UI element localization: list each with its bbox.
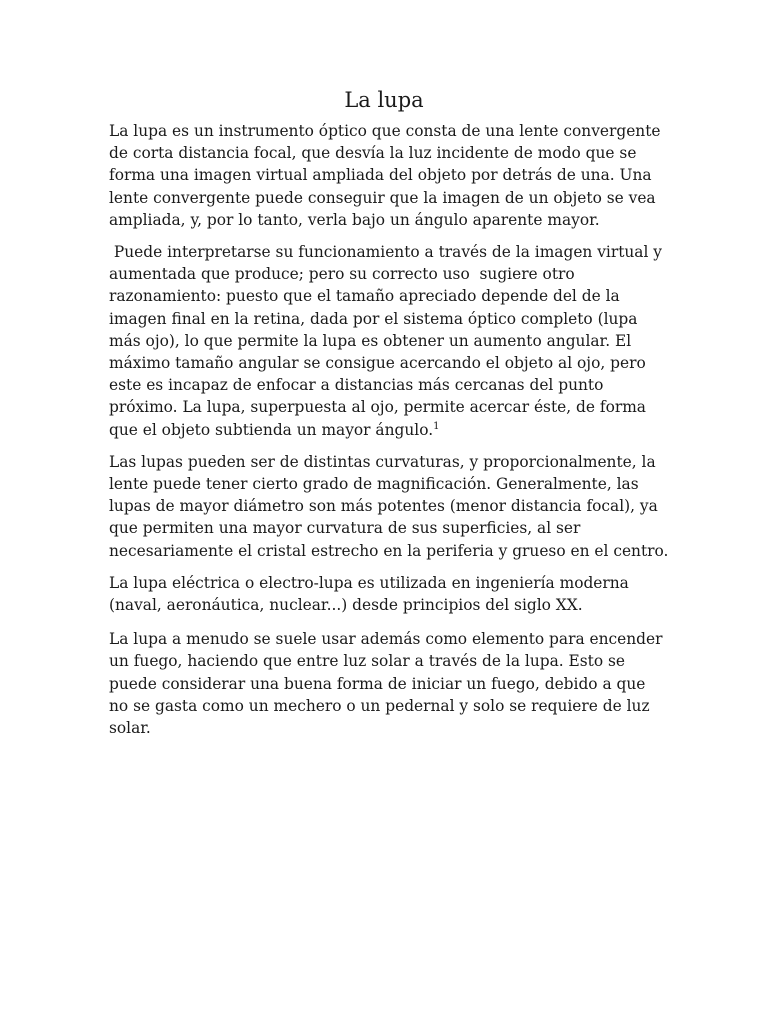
paragraph-2-text: Puede interpretarse su funcionamiento a través de la imagen virtual y aumentada que produce; pero su correcto uso sugiere otro razonamiento: puesto que el tamaño apreciado depende del de la imagen final en la retina, dada por el sistema óptico completo (lupa más ojo), lo que permite la lupa es obtener un aumento angular. El máximo tamaño angular se consigue acercando el objeto al ojo, pero este es incapaz de enfocar a distancias más cercanas del punto próximo. La lupa, superpuesta al ojo, permite acercar éste, de forma que el objeto subtienda un mayor ángulo. <box>109 243 667 439</box>
paragraph-5: La lupa a menudo se suele usar además como elemento para encender un fuego, haciendo que entre luz solar a través de la lupa. Esto se puede considerar una buena forma de iniciar un fuego, debido a que no se gasta como un mechero o un pedernal y solo se requiere de luz solar. <box>109 630 668 738</box>
footnote-marker: 1 <box>433 420 440 432</box>
paragraph-1: La lupa es un instrumento óptico que consta de una lente convergente de corta distancia focal, que desvía la luz incidente de modo que se forma una imagen virtual ampliada del objeto por detrás de una. Una lente convergente puede conseguir que la imagen de un objeto se vea ampliada, y, por lo tanto, verla bajo un ángulo aparente mayor. <box>109 122 666 229</box>
page-title: La lupa <box>344 88 424 112</box>
paragraph-2 <box>109 241 669 441</box>
paragraph-3: Las lupas pueden ser de distintas curvaturas, y proporcionalmente, la lente puede tener cierto grado de magnificación. Generalmente, las lupas de mayor diámetro son más potentes (menor distancia focal), ya que permiten una mayor curvatura de sus superficies, al ser necesariamente el cristal estrecho en la periferia y grueso en el centro. <box>109 452 669 560</box>
paragraph-4: La lupa eléctrica o electro-lupa es utilizada en ingeniería moderna (naval, aeronáutica, nuclear...) desde principios del siglo XX. <box>109 573 634 615</box>
